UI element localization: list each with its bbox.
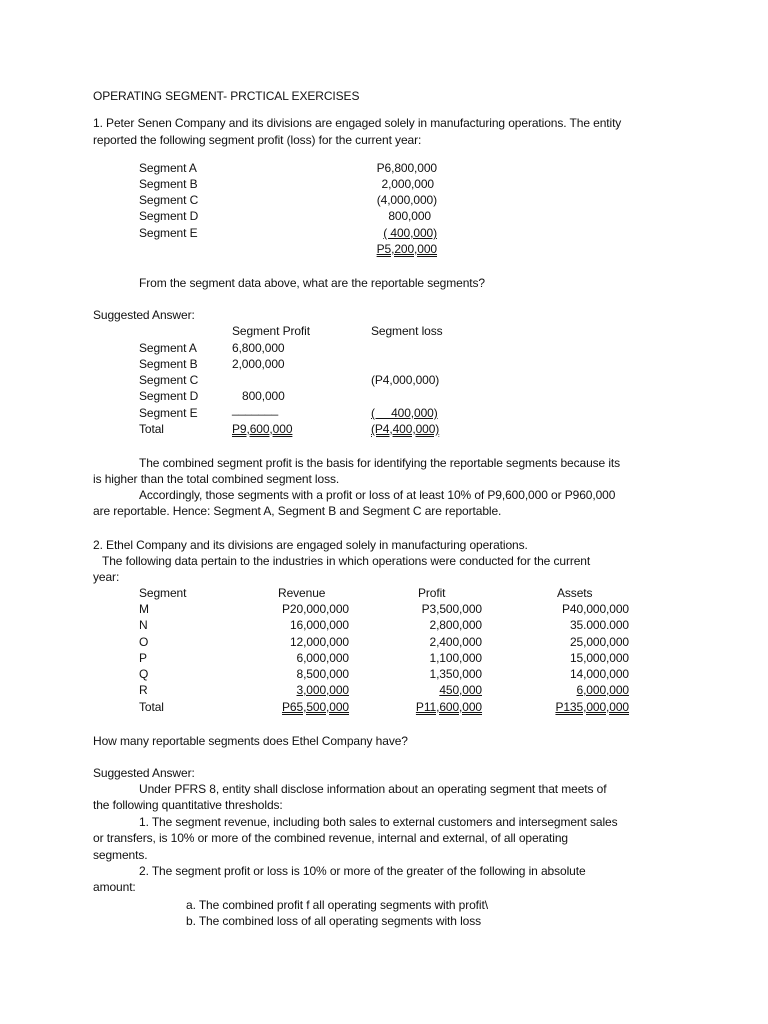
segment-amount: 800,000 (388, 209, 431, 223)
answer-loss: (P4,000,000) (371, 373, 440, 387)
revenue-cell: 6,000,000 (296, 651, 349, 665)
answer-total-loss: (P4,400,000) (371, 422, 440, 436)
segment-amount: 2,000,000 (381, 177, 434, 191)
answer-total-profit: P9,600,000 (232, 422, 293, 436)
col-header-revenue: Revenue (278, 586, 326, 600)
segment-name: N (139, 618, 148, 632)
profit-cell: P11,600,000 (415, 700, 482, 714)
segment-total: P5,200,000 (376, 242, 437, 256)
segment-name: Q (139, 667, 149, 681)
assets-cell: P135,000,000 (555, 700, 629, 714)
answer-profit: 800,000 (242, 389, 285, 403)
col-header-assets: Assets (557, 586, 593, 600)
segment-label: Segment D (139, 209, 199, 223)
paragraph: 1. The segment revenue, including both sales to external customers and intersegment sales (139, 815, 618, 829)
answer-profit: _______ (232, 402, 279, 416)
col-header-profit: Segment Profit (232, 324, 310, 338)
suggested-answer-label: Suggested Answer: (93, 766, 195, 780)
col-header-segment: Segment (139, 586, 187, 600)
segment-label: Segment C (139, 193, 199, 207)
profit-cell: 1,100,000 (429, 651, 482, 665)
segment-name: Total (139, 700, 164, 714)
assets-cell: 35.000.000 (569, 618, 629, 632)
revenue-cell: P20,000,000 (282, 602, 349, 616)
paragraph: The combined segment profit is the basis for identifying the reportable segments because its (139, 456, 621, 470)
answer-segment: Segment B (139, 357, 198, 371)
answer-total-label: Total (139, 422, 164, 436)
paragraph: 2. The segment profit or loss is 10% or more of the greater of the following in absolute (139, 864, 586, 878)
profit-cell: 1,350,000 (429, 667, 482, 681)
revenue-cell: 3,000,000 (296, 683, 349, 697)
paragraph: Under PFRS 8, entity shall disclose information about an operating segment that meets of (139, 782, 607, 796)
col-header-profit: Profit (418, 586, 446, 600)
paragraph: or transfers, is 10% or more of the combined revenue, internal and external, of all operating (93, 831, 568, 845)
answer-profit: 2,000,000 (232, 357, 285, 371)
paragraph: amount: (93, 880, 136, 894)
col-header-loss: Segment loss (371, 324, 443, 338)
revenue-cell: 8,500,000 (296, 667, 349, 681)
assets-cell: 6,000,000 (576, 683, 629, 697)
q2-question: How many reportable segments does Ethel Company have? (93, 734, 408, 748)
answer-profit: 6,800,000 (232, 341, 285, 355)
paragraph: is higher than the total combined segment loss. (93, 472, 340, 486)
document-title: OPERATING SEGMENT- PRCTICAL EXERCISES (93, 89, 360, 103)
answer-segment: Segment C (139, 373, 199, 387)
paragraph: Accordingly, those segments with a profit or loss of at least 10% of P9,600,000 or P960,000 (139, 488, 616, 502)
segment-label: Segment E (139, 226, 198, 240)
q2-text: year: (93, 570, 120, 584)
segment-amount: (4,000,000) (376, 193, 437, 207)
answer-segment: Segment D (139, 389, 199, 403)
revenue-cell: 16,000,000 (289, 618, 349, 632)
assets-cell: 15,000,000 (569, 651, 629, 665)
q2-text: 2. Ethel Company and its divisions are engaged solely in manufacturing operations. (93, 538, 528, 552)
segment-label: Segment A (139, 161, 197, 175)
paragraph: are reportable. Hence: Segment A, Segment B and Segment C are reportable. (93, 504, 502, 518)
assets-cell: P40,000,000 (562, 602, 629, 616)
assets-cell: 25,000,000 (569, 635, 629, 649)
assets-cell: 14,000,000 (569, 667, 629, 681)
suggested-answer-label: Suggested Answer: (93, 308, 195, 322)
segment-amount: ( 400,000) (383, 226, 437, 240)
paragraph: the following quantitative thresholds: (93, 798, 283, 812)
profit-cell: 2,800,000 (429, 618, 482, 632)
revenue-cell: 12,000,000 (289, 635, 349, 649)
paragraph: b. The combined loss of all operating segments with loss (186, 914, 482, 928)
q1-question: From the segment data above, what are the reportable segments? (139, 276, 486, 290)
segment-name: R (139, 683, 148, 697)
paragraph: segments. (93, 848, 148, 862)
segment-amount: P6,800,000 (376, 161, 437, 175)
profit-cell: 450,000 (439, 683, 482, 697)
paragraph: a. The combined profit f all operating segments with profit\ (186, 898, 488, 912)
answer-segment: Segment A (139, 341, 197, 355)
revenue-cell: P65,500,000 (282, 700, 349, 714)
q1-text: 1. Peter Senen Company and its divisions are engaged solely in manufacturing operations. The entity (93, 116, 622, 130)
segment-name: P (139, 651, 147, 665)
q1-text: reported the following segment profit (loss) for the current year: (93, 133, 422, 147)
answer-loss: ( 400,000) (371, 406, 438, 420)
profit-cell: P3,500,000 (421, 602, 482, 616)
q2-text: The following data pertain to the industries in which operations were conducted for the current (102, 554, 591, 568)
segment-name: M (139, 602, 149, 616)
segment-label: Segment B (139, 177, 198, 191)
segment-name: O (139, 635, 149, 649)
profit-cell: 2,400,000 (429, 635, 482, 649)
answer-segment: Segment E (139, 406, 198, 420)
